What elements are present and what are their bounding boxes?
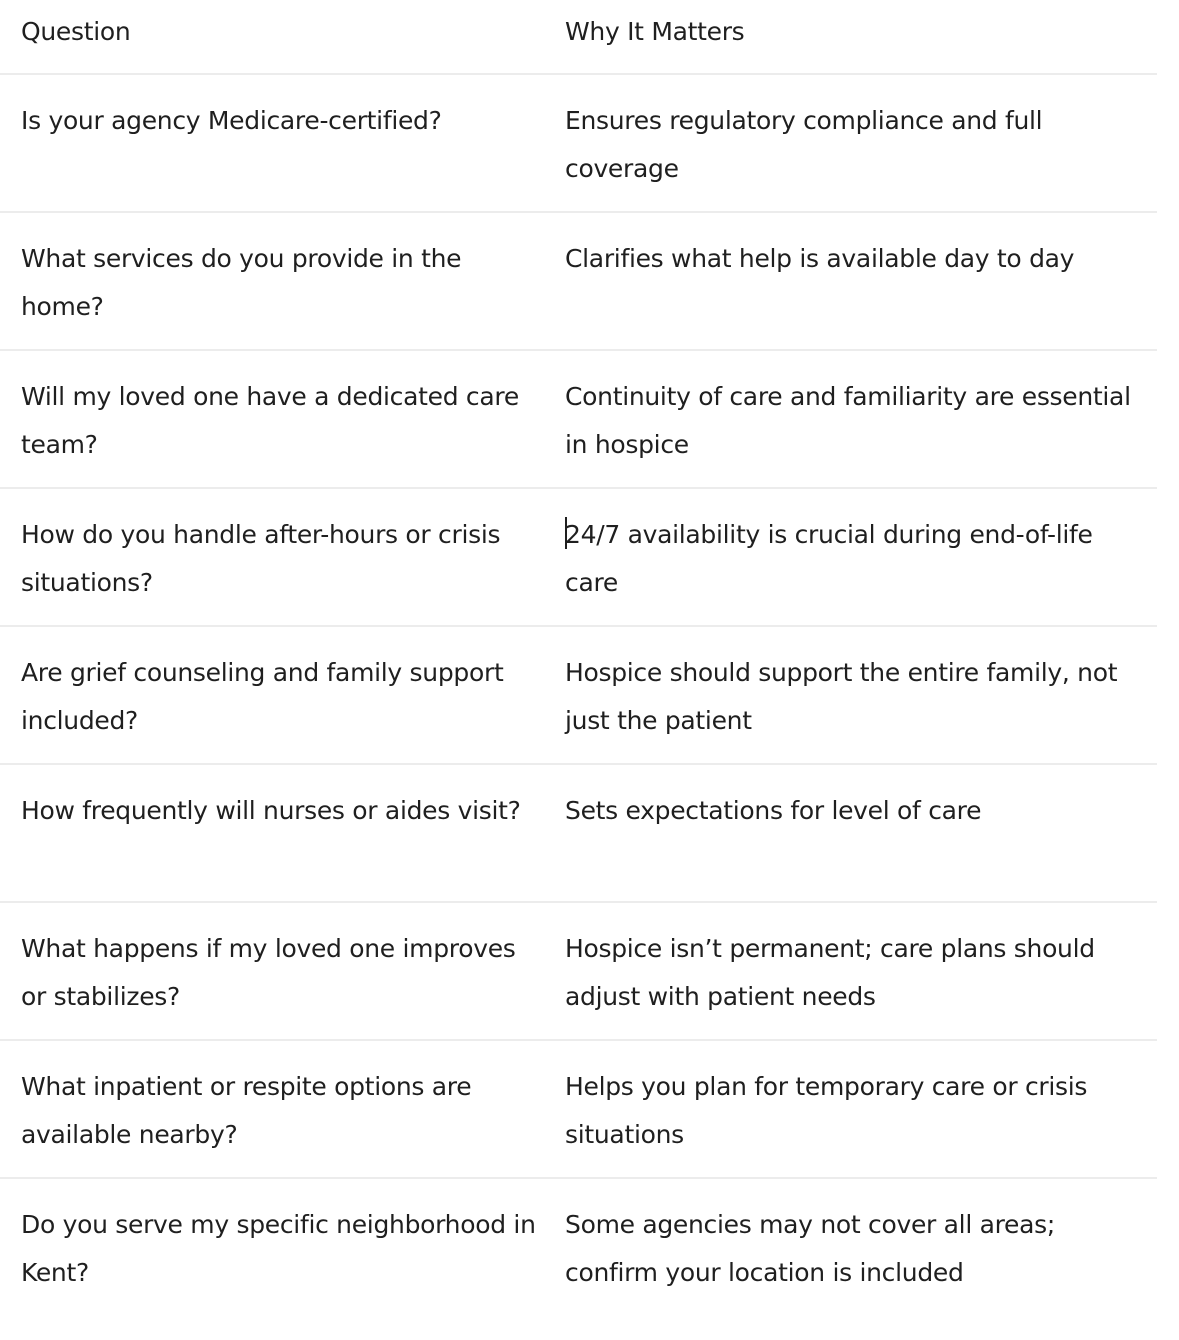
table-row (0, 350, 1157, 488)
why-cell-active[interactable] (543, 488, 1157, 626)
table-row (0, 212, 1157, 350)
question-cell: Is your agency Medicare-certified? (0, 74, 543, 212)
question-cell: How do you handle after-hours or crisis situations? (0, 488, 543, 626)
question-cell: Do you serve my specific neighborhood in Kent? (21, 1210, 536, 1287)
why-cell[interactable]: Ensures regulatory compliance and full coverage (543, 74, 1157, 212)
why-cell[interactable]: Helps you plan for temporary care or crisis situations (543, 1040, 1157, 1178)
table-row (0, 1178, 1157, 1316)
question-cell: What inpatient or respite options are available nearby? (0, 1040, 543, 1178)
table-row (0, 1040, 1157, 1178)
question-cell: What happens if my loved one improves or stabilizes? (0, 902, 543, 1040)
question-cell: Are grief counseling and family support included? (0, 626, 543, 764)
question-cell: How frequently will nurses or aides visit? (0, 764, 543, 902)
why-cell[interactable]: Hospice isn’t permanent; care plans should adjust with patient needs (543, 902, 1157, 1040)
table-row (0, 902, 1157, 1040)
table-row (0, 74, 1157, 212)
question-cell: What services do you provide in the home? (0, 212, 543, 350)
why-cell[interactable]: Continuity of care and familiarity are essential in hospice (543, 350, 1157, 488)
why-cell[interactable]: Sets expectations for level of care (543, 764, 1157, 902)
why-cell[interactable]: Hospice should support the entire family, not just the patient (543, 626, 1157, 764)
why-cell[interactable]: Clarifies what help is available day to day (543, 212, 1157, 350)
table-row (0, 488, 1157, 626)
table-row (0, 626, 1157, 764)
header-question: Question (0, 0, 543, 74)
table-row (0, 764, 1157, 902)
question-cell: Will my loved one have a dedicated care team? (0, 350, 543, 488)
header-why-it-matters: Why It Matters (543, 0, 1157, 74)
why-cell-text: 24/7 availability is crucial during end-of-life care (565, 520, 1093, 597)
why-cell[interactable]: Some agencies may not cover all areas; confirm your location is included (565, 1210, 1056, 1287)
table-header-row (0, 0, 1157, 74)
